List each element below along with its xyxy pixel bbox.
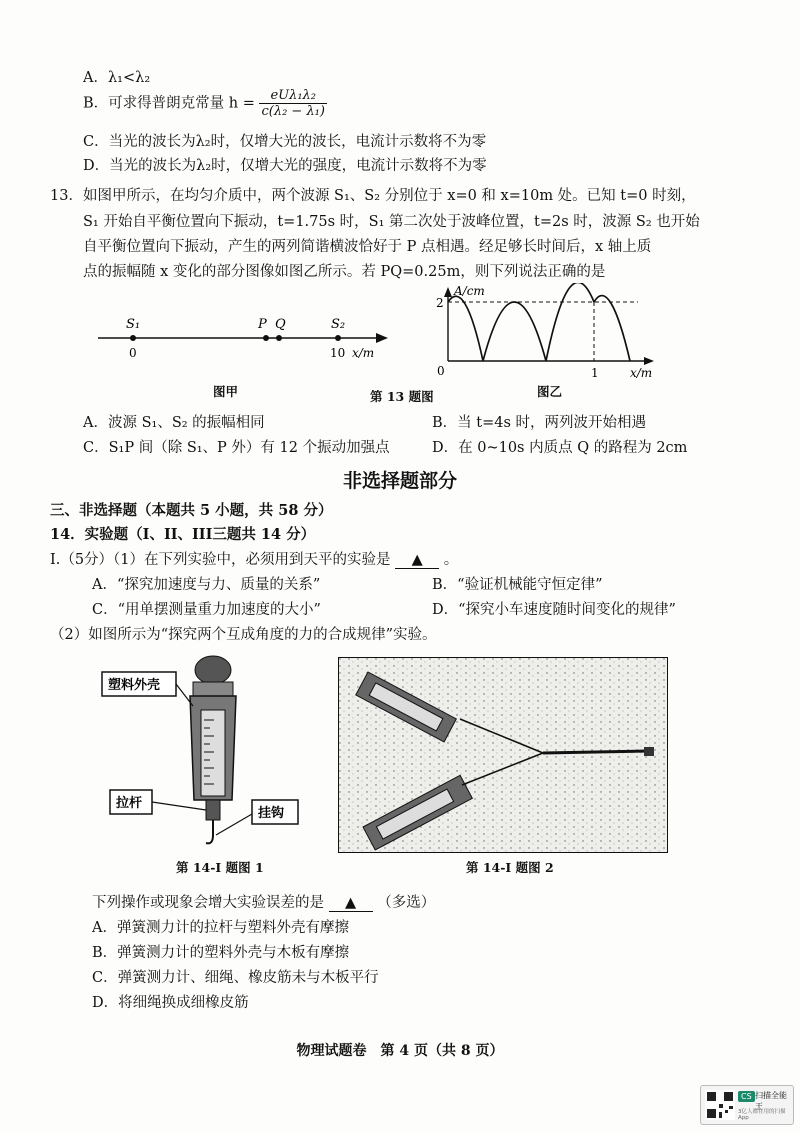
figure-2-caption: 第 14-I 题图 2 — [466, 860, 554, 875]
scanner-watermark — [700, 1085, 794, 1125]
q13-option-c: C．S₁P 间（除 S₁、P 外）有 12 个振动加强点 — [83, 440, 390, 456]
scanner-badge: CS — [738, 1091, 755, 1102]
answer-blank: ▲ — [395, 552, 439, 569]
spring-scale-figure — [98, 650, 308, 850]
q13-figure-b — [420, 283, 660, 383]
q12-option-d: D．当光的波长为λ₂时，仅增大光的强度，电流计示数将不为零 — [83, 158, 487, 174]
q12-option-b-text: B．可求得普朗克常量 h = — [83, 95, 255, 112]
q13-caption-mid: 第 13 题图 — [370, 389, 434, 404]
q12-option-c: C．当光的波长为λ₂时，仅增大光的波长，电流计示数将不为零 — [83, 134, 487, 150]
experiment-photo — [338, 657, 668, 853]
followup-suffix: （多选） — [377, 895, 436, 911]
q14-i-stem — [50, 548, 458, 569]
q13-figure-a — [90, 310, 400, 370]
hook-pointer — [216, 814, 252, 835]
q14-option-c: C．“用单摆测量重力加速度的大小” — [92, 602, 321, 618]
x-axis-arrow — [376, 333, 388, 343]
scale-rod — [206, 800, 220, 820]
q-point — [276, 335, 282, 341]
q14-i-prefix: I.（5分）（1）在下列实验中，必须用到天平的实验是 — [50, 552, 391, 568]
q14-followup-stem — [92, 891, 435, 912]
q14-option-b: B．“验证机械能守恒定律” — [432, 577, 603, 593]
b-y-tick: 2 — [436, 296, 444, 310]
s1-point — [130, 335, 136, 341]
ten-tick: 10 — [330, 346, 346, 360]
q12-option-a: A．λ₁<λ₂ — [83, 70, 151, 86]
b-x-label: x/m — [630, 366, 653, 380]
q13-option-b: B．当 t=4s 时，两列波开始相遇 — [432, 415, 647, 431]
figure-1-caption: 第 14-I 题图 1 — [176, 860, 264, 875]
q13-line-1: 13．如图甲所示，在均匀介质中，两个波源 S₁、S₂ 分别位于 x=0 和 x=10m 处。已知 t=0 时刻， — [50, 188, 696, 204]
part-three-heading: 三、非选择题（本题共 5 小题，共 58 分） — [50, 502, 333, 519]
scale-cap — [193, 682, 233, 696]
x-axis-label: x/m — [352, 346, 375, 360]
q13-line-4: 点的振幅随 x 变化的部分图像如图乙所示。若 PQ=0.25m，则下列说法正确的是 — [83, 264, 606, 280]
qr-code-icon — [705, 1090, 735, 1120]
shell-pointer — [176, 684, 193, 706]
s1-label: S₁ — [126, 317, 141, 332]
q13-caption-a: 图甲 — [213, 384, 239, 399]
zero-tick: 0 — [129, 346, 137, 360]
p-label: P — [258, 317, 267, 332]
s2-point — [335, 335, 341, 341]
rod-pointer — [152, 802, 206, 810]
q13-option-d: D．在 0~10s 内质点 Q 的路程为 2cm — [432, 440, 688, 456]
scanner-tagline: 3亿人都在用的扫描App — [738, 1109, 786, 1121]
followup-option-d: D．将细绳换成细橡皮筋 — [92, 995, 249, 1011]
q14-option-a: A．“探究加速度与力、质量的关系” — [92, 577, 321, 593]
formula-numerator: eUλ₁λ₂ — [259, 88, 326, 104]
followup-option-a: A．弹簧测力计的拉杆与塑料外壳有摩擦 — [92, 920, 349, 936]
q14-i-suffix: 。 — [443, 552, 459, 568]
q13-line-3: 自平衡位置向下振动，产生的两列简谐横波恰好于 P 点相遇。经足够长时间后，x 轴上质 — [83, 239, 652, 255]
b-origin: 0 — [437, 364, 445, 378]
band-anchor — [644, 747, 654, 756]
q14-option-d: D．“探究小车速度随时间变化的规律” — [432, 602, 676, 618]
page-footer: 物理试题卷 第 4 页（共 8 页） — [296, 1043, 504, 1059]
followup-prefix: 下列操作或现象会增大实验误差的是 — [92, 895, 324, 911]
q13-caption-b: 图乙 — [537, 384, 563, 399]
followup-answer-blank: ▲ — [329, 895, 373, 912]
q14-part-2: （2）如图所示为“探究两个互成角度的力的合成规律”实验。 — [50, 627, 437, 643]
p-point — [263, 335, 269, 341]
b-x-arrow — [644, 357, 654, 365]
section-title: 非选择题部分 — [342, 470, 457, 492]
scale-hook — [206, 820, 213, 843]
rubber-band — [543, 751, 648, 753]
q13-option-a: A．波源 S₁、S₂ 的振幅相同 — [83, 415, 265, 431]
scale-window — [201, 710, 225, 796]
formula-denominator: c(λ₂ − λ₁) — [261, 104, 325, 119]
q-label: Q — [275, 317, 286, 332]
planck-formula — [259, 88, 326, 119]
shell-label: 塑料外壳 — [108, 678, 161, 693]
b-x-tick: 1 — [591, 366, 599, 380]
q14-heading: 14．实验题（I、II、III三题共 14 分） — [50, 526, 316, 543]
scale-ring — [195, 656, 231, 684]
s2-label: S₂ — [331, 317, 346, 332]
b-y-label: A/cm — [454, 284, 485, 298]
b-y-arrow — [444, 287, 452, 297]
hook-label: 挂钩 — [258, 806, 285, 821]
followup-option-c: C．弹簧测力计、细绳、橡皮筋未与木板平行 — [92, 970, 379, 986]
followup-option-b: B．弹簧测力计的塑料外壳与木板有摩擦 — [92, 945, 350, 961]
q12-option-b — [83, 88, 327, 119]
q13-line-2: S₁ 开始自平衡位置向下振动，t=1.75s 时，S₁ 第二次处于波峰位置，t=2s 时，波源 S₂ 也开始 — [83, 214, 700, 230]
rod-label: 拉杆 — [116, 796, 143, 811]
scanner-name: 扫描全能王 — [755, 1091, 787, 1111]
